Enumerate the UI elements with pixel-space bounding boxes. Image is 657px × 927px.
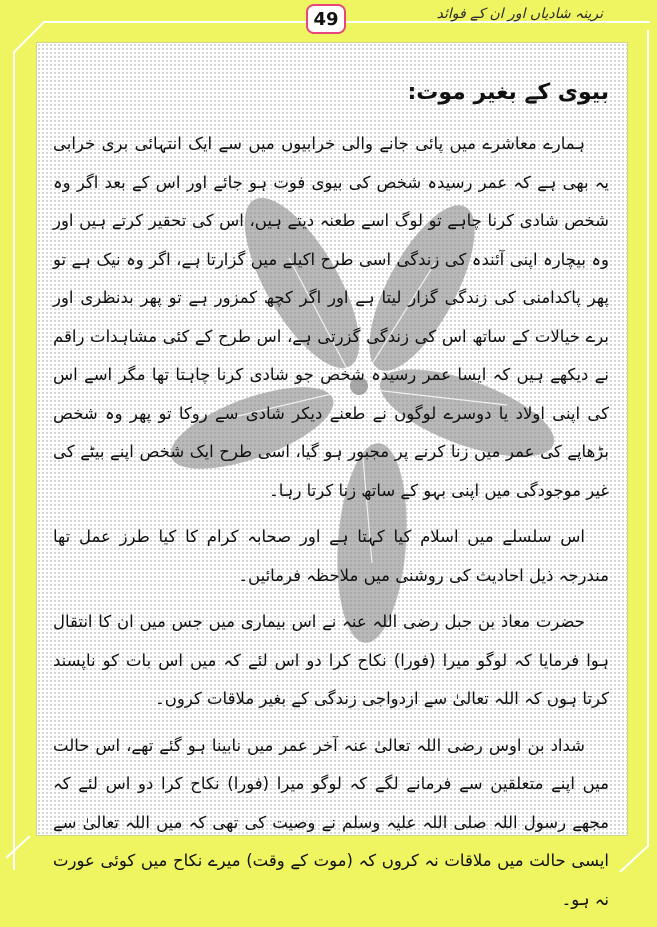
article-heading: بیوی کے بغیر موت: <box>407 80 609 105</box>
running-header-title: نرینہ شادیاں اور ان کے فوائد <box>436 6 603 22</box>
article-paragraph: شداد بن اوس رضی اللہ تعالیٰ عنہ آخر عمر میں نابینا ہو گئے تھے، اس حالت میں اپنے متعلقین سے فرمانے لگے کہ لوگو میرا (فورا) نکاح کرا دو اس لئے کہ مجھے رسول اللہ صلی اللہ علیہ وسلم نے وصیت کی تھی کہ میں اللہ تعالیٰ سے ایسی حالت میں ملاقات نہ کروں کہ (موت کے وقت) میرے نکاح میں کوئی عورت نہ ہو۔ <box>53 735 609 909</box>
page-sheet <box>36 42 628 909</box>
page-number: 49 <box>306 4 346 34</box>
article-paragraph: اس سلسلے میں اسلام کیا کہتا ہے اور صحابہ کرام کا کیا طرز عمل تھا مندرجہ ذیل احادیث کی روشنی میں ملاحظہ فرمائیں۔ <box>53 527 609 585</box>
article-body <box>53 75 609 927</box>
article-paragraph: حضرت معاذ بن جبل رضی اللہ عنہ نے اس بیماری میں جس میں ان کا انتقال ہوا فرمایا کہ لوگو میرا (فورا) نکاح کرا دو اس لئے کہ میں اس بات کو ناپسند کرتا ہوں کہ اللہ تعالیٰ سے ازدواجی زندگی کے بغیر ملاقات کروں۔ <box>53 612 609 708</box>
article-paragraph: ہمارے معاشرے میں پائی جانے والی خرابیوں میں سے ایک انتہائی بری خرابی یہ بھی ہے کہ عمر رسیدہ شخص کی بیوی فوت ہو جائے اور اس کے بعد اگر وہ شخص شادی کرنا چاہے تو لوگ اسے طعنہ دیتے ہیں، اس کی تحقیر کرتے ہیں اور وہ بیچارہ اپنی آئندہ کی زندگی اسی طرح اکیلے میں گزارتا ہے، اگر وہ نیک ہے تو پھر پاکدامنی کی زندگی گزار لیتا ہے اور اگر کچھ کمزور ہے تو پھر بدنظری اور برے خیالات کے ساتھ اس کی زندگی گزرتی ہے، اس طرح کے کئی مشاہدات راقم نے دیکھے ہیں کہ ایسا عمر رسیدہ شخص جو شادی کرنا چاہتا تھا مگر اسے اس کی اپنی اولاد یا دوسرے لوگوں نے طعنے دیکر شادی سے روکا تو پھر وہ شخص بڑھاپے کی عمر میں زنا کرنے پر مجبور ہو گیا، اسی طرح ایک شخص اپنے بیٹے کی غیر موجودگی میں اپنی بہو کے ساتھ زنا کرتا رہا۔ <box>53 134 609 500</box>
